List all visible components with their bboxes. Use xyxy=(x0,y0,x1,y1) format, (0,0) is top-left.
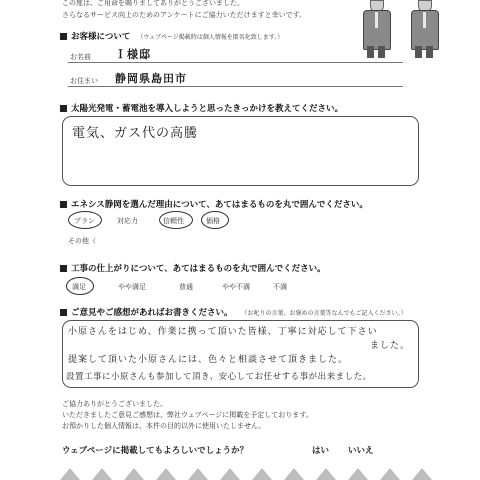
q3-heading: 工事の仕上がりについて、あてはまるものを丸で囲んでください。 xyxy=(60,262,326,274)
staff-illustration-left xyxy=(362,4,392,60)
q2-other-label: その他（ xyxy=(68,237,96,245)
footer-line-3: お預かりした個人情報は、本件の目的以外に使用いたしません。 xyxy=(62,422,266,430)
q1-heading: 太陽光発電・蓄電池を導入しようと思ったきっかけを教えてください。 xyxy=(60,102,343,114)
q3-option-average: 普通 xyxy=(179,283,193,291)
intro-line-1: この度は、ご用命を賜りましてありがとうございました。 xyxy=(62,0,244,7)
decorative-triangle xyxy=(252,468,272,480)
q3-option-somewhat-satisfied: やや満足 xyxy=(118,283,146,291)
q4-line-1: 小原さんをはじめ、作業に携って頂いた皆様、丁寧に対応して下さい xyxy=(68,327,378,337)
q3-option-dissatisfied: 不満 xyxy=(273,283,287,291)
q2-option-response: 対応力 xyxy=(117,217,138,225)
q4-line-3: 提案して頂いた小原さんには、色々と相談させて頂きました。 xyxy=(68,355,349,365)
q4-line-4: 設置工事に小原さんも参加して頂き、安心してお任せする事が出来ました。 xyxy=(66,372,372,382)
q4-note: （お叱りの言葉、お褒めの言葉等なんでもご記入ください。） xyxy=(241,310,407,317)
name-underline xyxy=(68,62,403,63)
decorative-triangle xyxy=(60,468,80,480)
address-value: 静岡県島田市 xyxy=(115,72,187,85)
q2-heading: エネシス静岡を選んだ理由について、あてはまるものを丸で囲んでください。 xyxy=(60,198,368,210)
name-value: Ｉ様邸 xyxy=(115,48,151,61)
staff-illustration-right xyxy=(410,4,440,60)
decorative-triangle xyxy=(124,468,144,480)
decorative-triangle xyxy=(316,468,336,480)
square-bullet-icon xyxy=(60,105,67,112)
decorative-triangle xyxy=(380,468,400,480)
decorative-triangle xyxy=(156,468,176,480)
square-bullet-icon xyxy=(60,265,67,272)
address-underline xyxy=(68,86,403,87)
q2-option-plan: プラン xyxy=(74,217,95,225)
decorative-triangle xyxy=(348,468,368,480)
square-bullet-icon xyxy=(60,33,67,40)
q3-option-somewhat-dissatisfied: やや不満 xyxy=(222,283,250,291)
q4-heading: ご意見やご感想があればお書きください。 （お叱りの言葉、お褒めの言葉等なんでもご記入ください。） xyxy=(60,306,407,318)
square-bullet-icon xyxy=(60,309,67,316)
intro-line-2: さらなるサービス向上のためのアンケートにご協力いただけますと幸いです。 xyxy=(62,11,307,19)
q2-option-trust: 信頼性 xyxy=(163,217,184,225)
q2-price-circle-mark xyxy=(201,211,229,229)
customer-note: （ウェブページ掲載時は個人情報を匿名化致します。） xyxy=(137,34,284,41)
q4-line-2: ました。 xyxy=(370,341,411,351)
q3-satisfied-circle-mark xyxy=(66,277,94,295)
decorative-triangle xyxy=(92,468,112,480)
footer-line-1: ご協力ありがとうございました。 xyxy=(62,400,167,408)
footer-line-2: いただきましたご意見ご感想は、弊社ウェブページに掲載を予定しております。 xyxy=(62,411,313,419)
name-label: お名前 xyxy=(70,53,91,61)
no-option: いいえ xyxy=(348,446,374,456)
q3-option-satisfied: 満足 xyxy=(72,283,86,291)
q2-plan-circle-mark xyxy=(68,211,102,229)
q2-option-price: 価格 xyxy=(206,217,220,225)
q1-answer: 電気、ガス代の高騰 xyxy=(72,126,199,141)
q2-trust-circle-mark xyxy=(159,211,193,229)
publish-question: ウェブページに掲載してもよろしいでしょうか？ xyxy=(62,446,249,456)
decorative-triangle xyxy=(188,468,208,480)
decorative-triangle xyxy=(412,468,432,480)
decorative-triangle xyxy=(220,468,240,480)
yes-option: はい xyxy=(312,446,330,456)
customer-heading: お客様について （ウェブページ掲載時は個人情報を匿名化致します。） xyxy=(60,30,283,42)
address-label: お住まい xyxy=(70,77,98,85)
square-bullet-icon xyxy=(60,201,67,208)
decorative-triangle xyxy=(284,468,304,480)
